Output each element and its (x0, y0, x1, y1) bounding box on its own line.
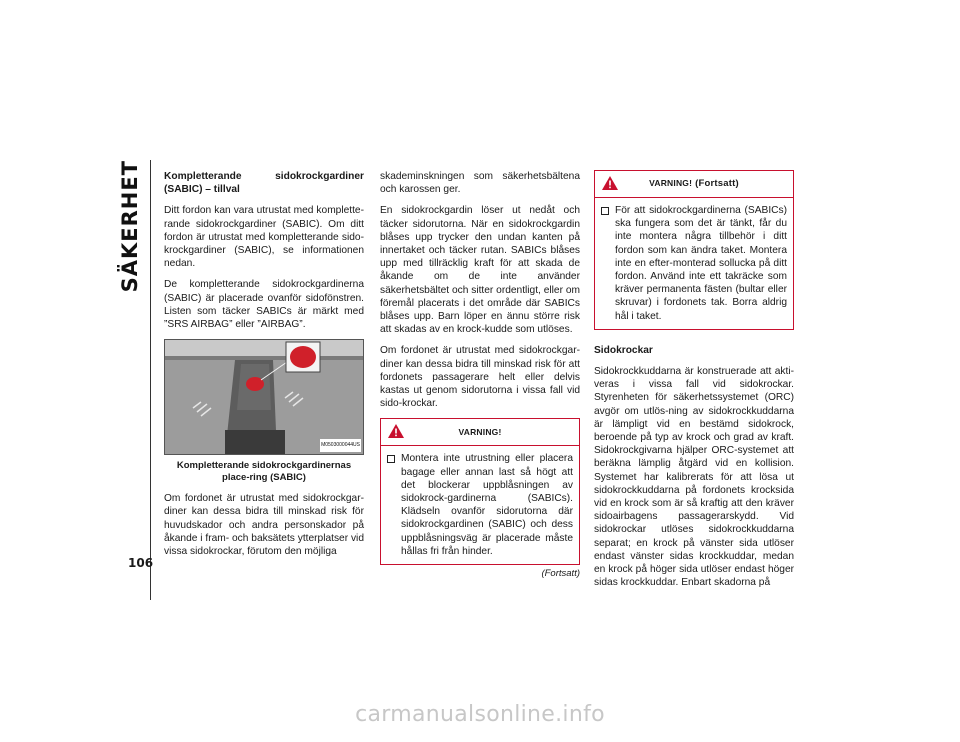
paragraph: De kompletterande sidokrockgardinerna (SABIC) är placerade ovanför sidofönstren. Listen som täcker SABICs är märkt med ”SRS AIRBAG” eller ”AIRBAG”. (164, 279, 364, 331)
figure-code: M0503000044US (320, 439, 361, 452)
warning-continued: (Fortsatt) (695, 178, 739, 190)
warning-text: Montera inte utrustning eller placera bagage eller annan last så högt att det blockerar uppblåsningen av sidokrock-gardinerna (SABICs). Klädseln ovanför sidorutorna där sidokrockgardinen (SABIC) och dess uppblåsningsväg är placerade måste hållas fri från hinder. (401, 453, 573, 557)
warning-title: VARNING! (649, 178, 693, 189)
figure-illustration (165, 340, 363, 454)
sabic-marker-icon (246, 377, 264, 391)
column-3 (594, 170, 794, 597)
warning-body (595, 198, 793, 329)
warning-title: VARNING! (458, 426, 502, 437)
watermark: carmanualsonline.info (355, 702, 605, 727)
warning-header (595, 171, 793, 198)
paragraph: Sidokrockkuddarna är konstruerade att akti-veras i vissa fall vid sidokrockar. Styrenheten för säkerhetssystemet (ORC) avgör om utlös-ning av sidokrockkuddarna är lämpligt vid en bestämd sidokrock, beroende på typ av krock och grad av kraft. Sidokrockgivarna hjälper ORC-systemet att beräkna lämplig åtgärd vid en kollision. Systemet har kalibrerats för att lösa ut sidokrockkuddarna på fordonets krocksida vid en krock som är så kraftig att den kräver sidoairbagens passagerarskydd. Vid sidokrockar utlöses sidokrockkuddarna separat; en krock på vänster sida utlöser endast vänster sidas krockkuddar, medan en krock på höger sida utlöser endast höger sidas krockkuddar. Enbart skadorna på (594, 366, 794, 589)
section-rule (150, 160, 151, 600)
sabic-location-figure (164, 339, 364, 455)
warning-triangle-icon (387, 423, 405, 439)
side-impact-heading: Sidokrockar (594, 344, 653, 356)
paragraph: Ditt fordon kan vara utrustat med komplette-rande sidokrockgardiner (SABIC). Om ditt fordon är utrustat med kompletterande sido-krockgardiner (SABIC), se informationen nedan. (164, 205, 364, 270)
paragraph: skademinskningen som säkerhetsbältena och karossen ger. (380, 171, 580, 196)
warning-bullet (601, 204, 787, 323)
warning-box (380, 418, 580, 565)
sabic-heading: Kompletterande sidokrockgardiner (SABIC) – tillval (164, 171, 364, 196)
page-number: 106 (128, 556, 154, 570)
warning-box-continued (594, 170, 794, 330)
section-title: SÄKERHET (118, 160, 142, 293)
warning-triangle-icon (601, 175, 619, 191)
warning-bullet (387, 452, 573, 558)
warning-body (381, 446, 579, 564)
bullet-square-icon (387, 455, 395, 463)
figure-caption: Kompletterande sidokrockgardinernas place-ring (SABIC) (176, 460, 352, 484)
warning-text: För att sidokrockgardinerna (SABICs) ska fungera som det är tänkt, får du inte montera några tillbehör i ditt fordon som kan ändra taket. Montera inte en efter-monterad sollucka på ditt fordon. Använd inte ett takräcke som kräver permanenta fästen (bultar eller skruvar) i fordonets tak. Borra aldrig hål i taket. (615, 205, 787, 322)
column-2 (380, 170, 580, 580)
paragraph: En sidokrockgardin löser ut nedåt och täcker sidorutorna. När en sidokrockgardin blåses upp trycker den undan kanten på innertaket och täcker rutan. SABICs blåses upp med tillräcklig kraft för att skada de åkande om de inte använder säkerhetsbältet och sitter ordentligt, eller om föremål placerats i det område där SABICs blåses upp. Barn löper en ännu större risk att skadas av en krock-kudde som utlöses. (380, 205, 580, 336)
bullet-square-icon (601, 207, 609, 215)
column-1 (164, 170, 364, 566)
continued-label: (Fortsatt) (541, 568, 580, 580)
warning-header (381, 419, 579, 446)
paragraph: Om fordonet är utrustat med sidokrockgar-diner kan dessa bidra till minskad risk för huvudskador och andra personskador på åkande i fram- och baksätets ytterplatser vid vissa sidokrockar, förutom den möjliga (164, 493, 364, 558)
sabic-zoom-marker-icon (290, 346, 316, 368)
paragraph: Om fordonet är utrustat med sidokrockgar-diner kan dessa bidra till minskad risk för att fordonets passagerare helt eller delvis kastas ut genom sidorutorna i vissa fall vid sido-krockar. (380, 345, 580, 410)
